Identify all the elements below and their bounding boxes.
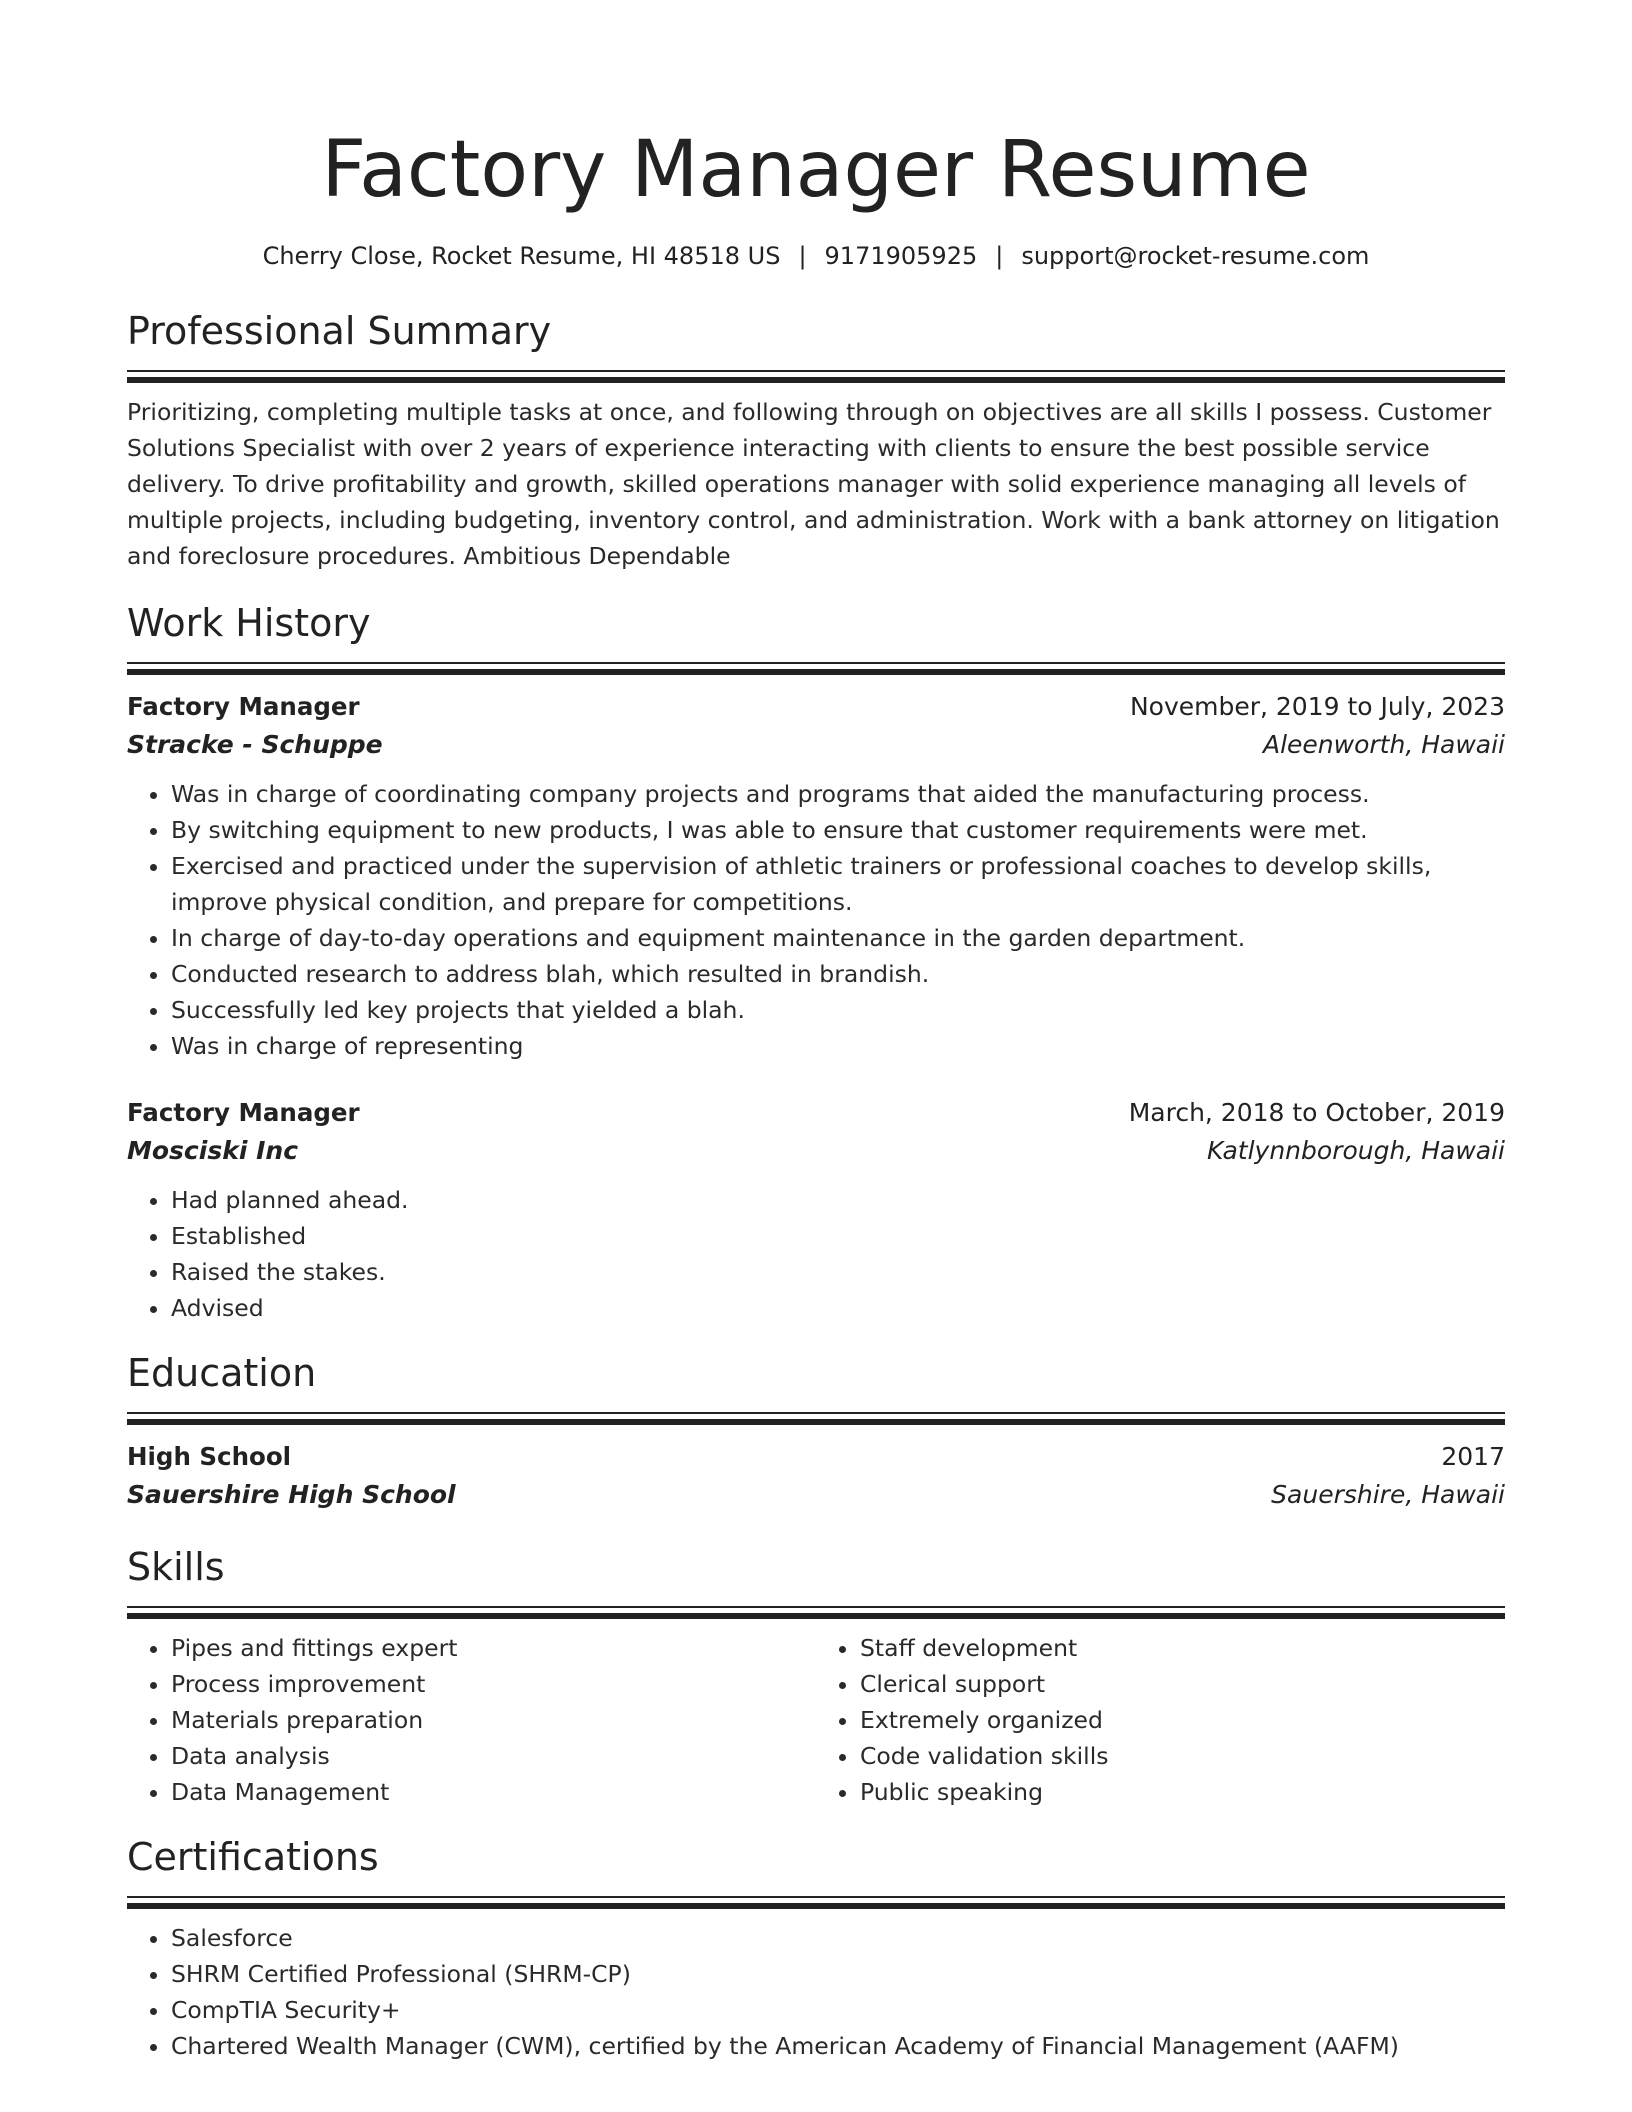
contact-separator: | bbox=[798, 242, 807, 270]
job-subheader-row bbox=[127, 1132, 1505, 1170]
job-dates: November, 2019 to July, 2023 bbox=[1129, 692, 1505, 721]
job-header-row bbox=[127, 1094, 1505, 1132]
list-item: • Code validation skills bbox=[860, 1738, 1505, 1774]
education-location: Sauershire, Hawaii bbox=[1271, 1480, 1505, 1509]
list-item: • Pipes and fittings expert bbox=[171, 1630, 816, 1666]
list-item: • Established bbox=[171, 1218, 1505, 1254]
section-certifications bbox=[127, 1834, 1505, 2064]
section-divider bbox=[127, 1412, 1505, 1424]
education-school: Sauershire High School bbox=[127, 1480, 456, 1509]
list-item: • Conducted research to address blah, which resulted in brandish. bbox=[171, 956, 1505, 992]
summary-text: Prioritizing, completing multiple tasks at once, and following through on objectives are all skills I possess. Customer Solutions Specialist with over 2 years of experience interacting with clients to ensure the best possible service delivery. To drive profitability and growth, skilled operations manager with solid experience managing all levels of multiple projects, including budgeting, inventory control, and administration. Work with a bank attorney on litigation and foreclosure procedures. Ambitious Dependable bbox=[127, 398, 1500, 570]
job-company: Mosciski Inc bbox=[127, 1136, 299, 1165]
list-item: • Successfully led key projects that yielded a blah. bbox=[171, 992, 1505, 1028]
education-subheader-row bbox=[127, 1476, 1505, 1514]
list-item: • Advised bbox=[171, 1290, 1505, 1326]
list-item: • In charge of day-to-day operations and equipment maintenance in the garden department. bbox=[171, 920, 1505, 956]
list-item: • Raised the stakes. bbox=[171, 1254, 1505, 1290]
list-item: • Extremely organized bbox=[860, 1702, 1505, 1738]
list-item: • Process improvement bbox=[171, 1666, 816, 1702]
section-heading-work-history: Work History bbox=[127, 601, 371, 645]
section-education bbox=[127, 1350, 1505, 1514]
section-heading-education: Education bbox=[127, 1351, 317, 1395]
list-item: • SHRM Certified Professional (SHRM-CP) bbox=[171, 1956, 1505, 1992]
job-entry bbox=[127, 688, 1505, 1064]
section-divider bbox=[127, 662, 1505, 674]
list-item: • Salesforce bbox=[171, 1920, 1505, 1956]
resume-title: Factory Manager Resume bbox=[321, 125, 1311, 215]
job-header-row bbox=[127, 688, 1505, 726]
job-bullets bbox=[127, 776, 1505, 1064]
job-location: Katlynnborough, Hawaii bbox=[1206, 1136, 1505, 1165]
job-company: Stracke - Schuppe bbox=[127, 730, 383, 759]
job-location: Aleenworth, Hawaii bbox=[1263, 730, 1505, 759]
list-item: • Had planned ahead. bbox=[171, 1182, 1505, 1218]
section-divider bbox=[127, 1606, 1505, 1618]
contact-separator: | bbox=[995, 242, 1004, 270]
list-item: • Staff development bbox=[860, 1630, 1505, 1666]
section-divider bbox=[127, 1896, 1505, 1908]
contact-line bbox=[127, 240, 1505, 272]
list-item: • Public speaking bbox=[860, 1774, 1505, 1810]
skills-list bbox=[127, 1630, 816, 1810]
job-dates: March, 2018 to October, 2019 bbox=[1128, 1098, 1505, 1127]
list-item: • Chartered Wealth Manager (CWM), certified by the American Academy of Financial Management (AAFM) bbox=[171, 2028, 1505, 2064]
education-entry bbox=[127, 1438, 1505, 1514]
skills-list bbox=[816, 1630, 1505, 1810]
education-degree: High School bbox=[127, 1442, 292, 1471]
list-item: • Was in charge of coordinating company projects and programs that aided the manufacturing process. bbox=[171, 776, 1505, 812]
certifications-list bbox=[127, 1920, 1505, 2064]
skills-grid bbox=[127, 1630, 1505, 1810]
section-work-history bbox=[127, 600, 1505, 1326]
job-entry bbox=[127, 1094, 1505, 1326]
list-item: • Materials preparation bbox=[171, 1702, 816, 1738]
education-year: 2017 bbox=[1441, 1442, 1505, 1471]
section-heading-certifications: Certifications bbox=[127, 1835, 379, 1879]
job-subheader-row bbox=[127, 726, 1505, 764]
list-item: • Was in charge of representing bbox=[171, 1028, 1505, 1064]
job-bullets bbox=[127, 1182, 1505, 1326]
list-item: • By switching equipment to new products, I was able to ensure that customer requirements were met. bbox=[171, 812, 1505, 848]
education-header-row bbox=[127, 1438, 1505, 1476]
contact-email: support@rocket-resume.com bbox=[1021, 242, 1370, 270]
section-divider bbox=[127, 370, 1505, 382]
section-skills bbox=[127, 1544, 1505, 1810]
skills-column-right bbox=[816, 1630, 1505, 1810]
list-item: • Exercised and practiced under the supervision of athletic trainers or professional coaches to develop skills, improve physical condition, and prepare for competitions. bbox=[171, 848, 1505, 920]
list-item: • CompTIA Security+ bbox=[171, 1992, 1505, 2028]
contact-address: Cherry Close, Rocket Resume, HI 48518 US bbox=[262, 242, 781, 270]
list-item: • Data Management bbox=[171, 1774, 816, 1810]
contact-phone: 9171905925 bbox=[824, 242, 978, 270]
section-summary bbox=[127, 308, 1505, 574]
skills-column-left bbox=[127, 1630, 816, 1810]
job-title: Factory Manager bbox=[127, 692, 360, 721]
list-item: • Data analysis bbox=[171, 1738, 816, 1774]
job-title: Factory Manager bbox=[127, 1098, 360, 1127]
section-heading-summary: Professional Summary bbox=[127, 309, 552, 353]
list-item: • Clerical support bbox=[860, 1666, 1505, 1702]
section-heading-skills: Skills bbox=[127, 1545, 225, 1589]
